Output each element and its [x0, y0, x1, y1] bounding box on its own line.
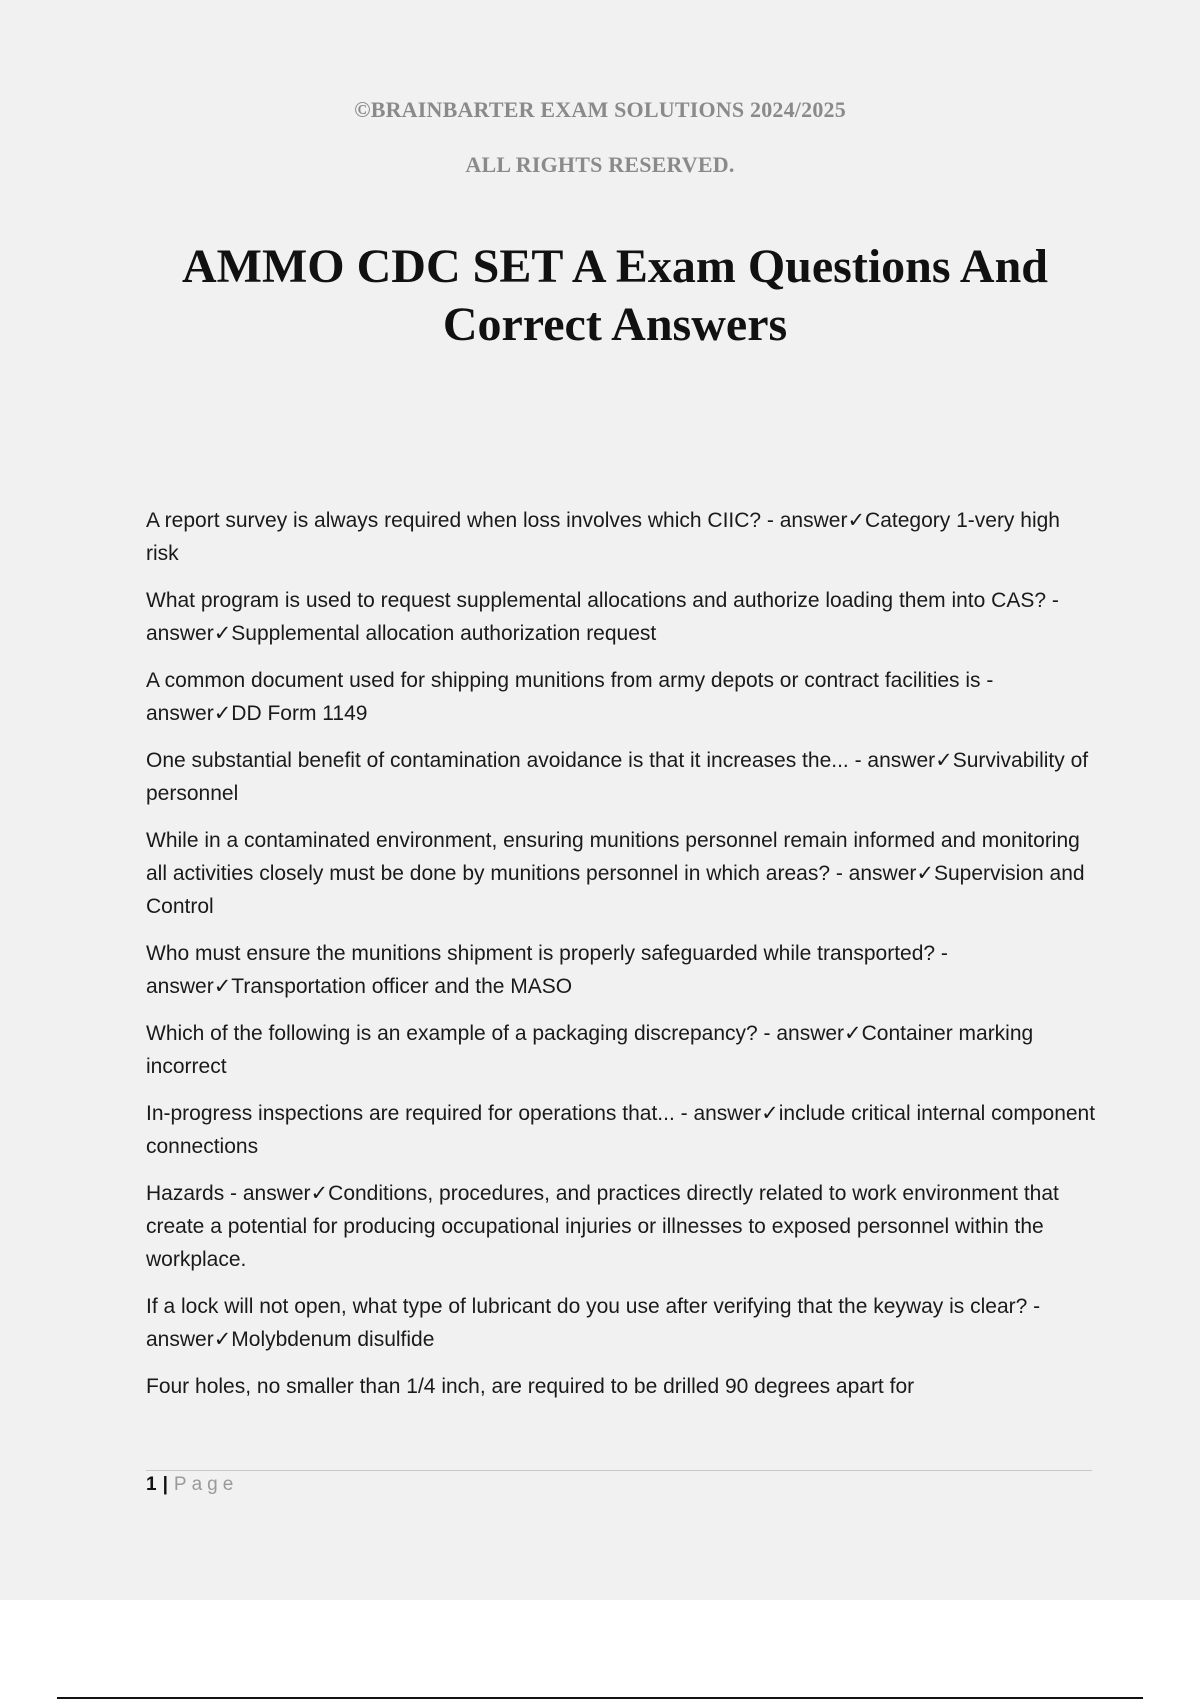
qa-item: If a lock will not open, what type of lubricant do you use after verifying that the keyway is clear? - answer✓Molybdenum disulfide: [146, 1295, 1041, 1351]
qa-item: Which of the following is an example of a packaging discrepancy? - answer✓Container marking incorrect: [146, 1022, 1034, 1078]
copyright-header: ©BRAINBARTER EXAM SOLUTIONS 2024/2025: [354, 97, 846, 122]
next-page-top-rule: [57, 1697, 1143, 1699]
qa-item: A common document used for shipping munitions from army depots or contract facilities is - answer✓DD Form 1149: [146, 669, 994, 725]
page-label: Page: [173, 1474, 239, 1495]
rights-reserved-header: ALL RIGHTS RESERVED.: [465, 152, 735, 177]
qa-item: Hazards - answer✓Conditions, procedures, and practices directly related to work environment that create a potential for producing occupational injuries or illnesses to exposed personnel within the workplace.: [146, 1182, 1059, 1271]
qa-item: While in a contaminated environment, ensuring munitions personnel remain informed and monitoring all activities closely must be done by munitions personnel in which areas? - answer✓Supervision and Control: [146, 829, 1085, 918]
page-separator: |: [162, 1474, 168, 1495]
page-number: 1: [146, 1474, 157, 1495]
qa-item: A report survey is always required when loss involves which CIIC? - answer✓Category 1-very high risk: [146, 509, 1060, 565]
qa-item: What program is used to request supplemental allocations and authorize loading them into CAS? - answer✓Supplemental allocation authorization request: [146, 589, 1059, 645]
qa-list: [146, 504, 1096, 1417]
qa-item: Four holes, no smaller than 1/4 inch, are required to be drilled 90 degrees apart for: [146, 1375, 915, 1398]
document-title: AMMO CDC SET A Exam Questions And Correct Answers: [182, 240, 1048, 351]
qa-item: In-progress inspections are required for operations that... - answer✓include critical internal component connections: [146, 1102, 1096, 1158]
qa-item: One substantial benefit of contamination avoidance is that it increases the... - answer✓Survivability of personnel: [146, 749, 1089, 805]
footer-divider: [146, 1470, 1092, 1471]
qa-item: Who must ensure the munitions shipment is properly safeguarded while transported? - answer✓Transportation officer and the MASO: [146, 942, 948, 998]
page-footer: [146, 1474, 238, 1496]
